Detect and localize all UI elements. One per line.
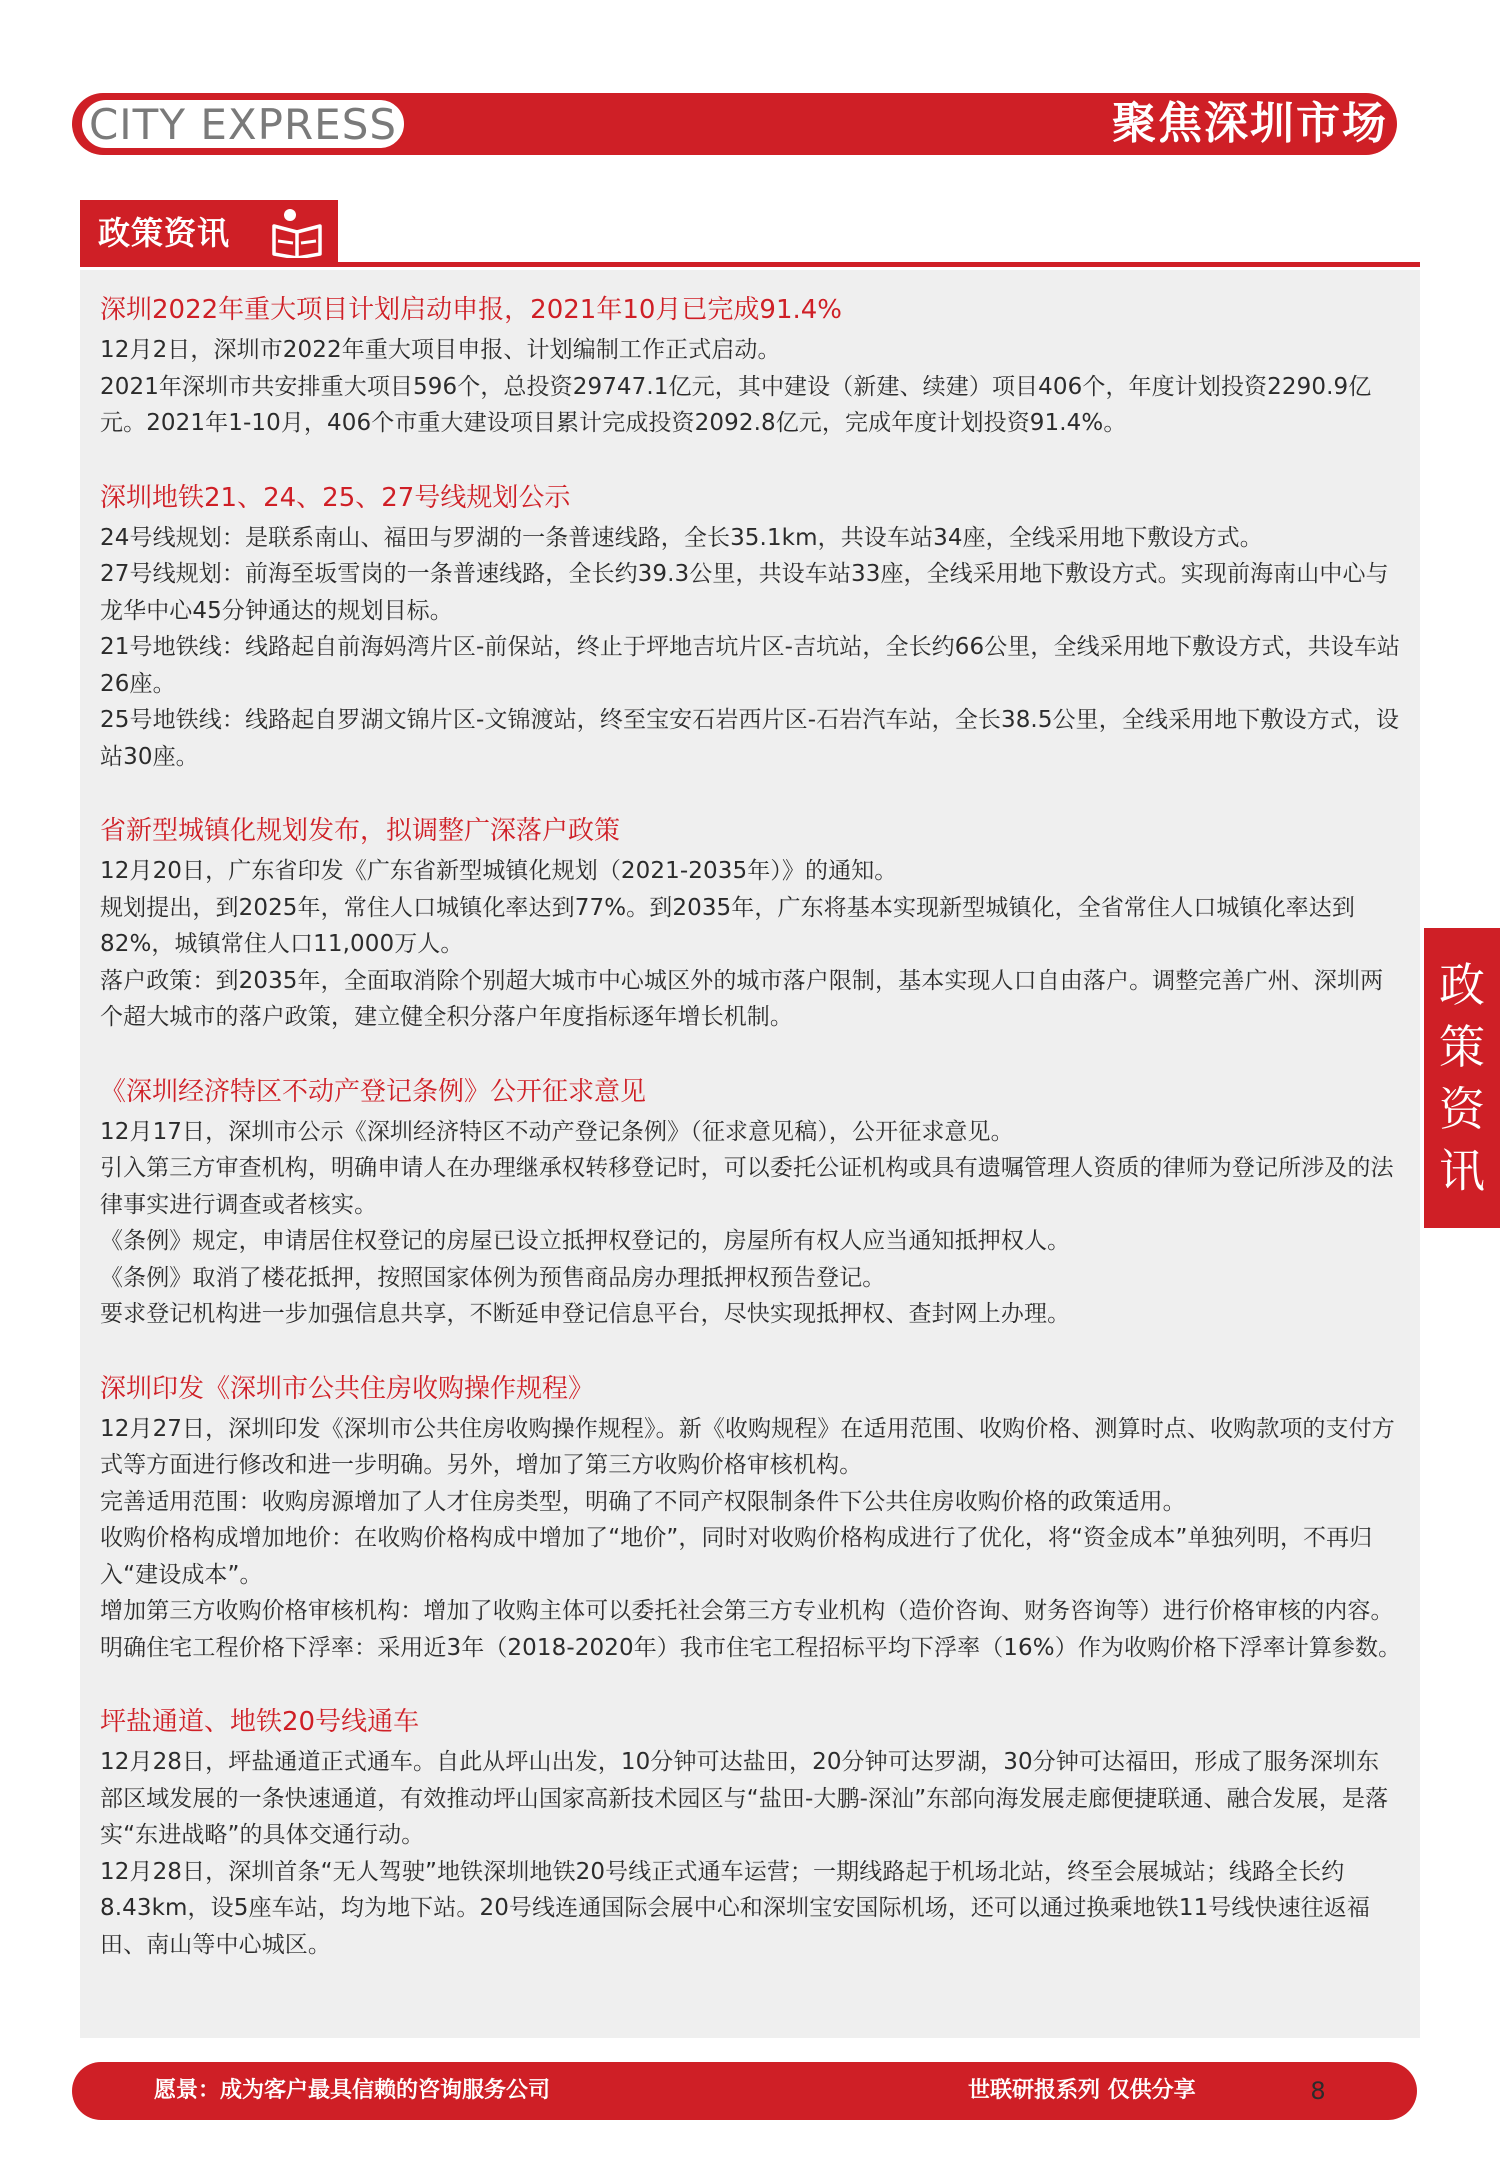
article-paragraph: 规划提出，到2025年，常住人口城镇化率达到77%。到2035年，广东将基本实现新型城镇化，全省常住人口城镇化率达到82%，城镇常住人口11,000万人。 — [100, 894, 1355, 957]
news-article — [100, 478, 1402, 776]
article-title: 深圳地铁21、24、25、27号线规划公示 — [100, 482, 571, 513]
footer-vision: 愿景：成为客户最具信赖的咨询服务公司 — [154, 2078, 551, 2103]
article-paragraph: 《条例》取消了楼花抵押，按照国家体例为预售商品房办理抵押权预告登记。 — [100, 1264, 886, 1291]
article-paragraph: 12月17日，深圳市公示《深圳经济特区不动产登记条例》（征求意见稿），公开征求意见。 — [100, 1118, 1014, 1145]
article-paragraph: 明确住宅工程价格下浮率：采用近3年（2018-2020年）我市住宅工程招标平均下浮率（16%）作为收购价格下浮率计算参数。 — [100, 1634, 1402, 1661]
news-panel — [80, 270, 1420, 2038]
article-paragraph: 25号地铁线：线路起自罗湖文锦片区-文锦渡站，终至宝安石岩西片区-石岩汽车站，全长38.5公里，全线采用地下敷设方式，设站30座。 — [100, 707, 1400, 770]
article-paragraph: 增加第三方收购价格审核机构：增加了收购主体可以委托社会第三方专业机构（造价咨询、财务咨询等）进行价格审核的内容。 — [100, 1598, 1394, 1624]
article-paragraph: 27号线规划：前海至坂雪岗的一条普速线路，全长约39.3公里，共设车站33座，全线采用地下敷设方式。实现前海南山中心与龙华中心45分钟通达的规划目标。 — [100, 561, 1389, 624]
article-paragraph: 12月20日，广东省印发《广东省新型城镇化规划（2021-2035年）》的通知。 — [100, 858, 898, 884]
side-section-tab — [1424, 928, 1500, 1228]
article-paragraph: 12月27日，深圳印发《深圳市公共住房收购操作规程》。新《收购规程》在适用范围、收购价格、测算时点、收购款项的支付方式等方面进行修改和进一步明确。另外，增加了第三方收购价格审核机构。 — [100, 1415, 1395, 1478]
footer-series: 世联研报系列 仅供分享 — [968, 2078, 1196, 2103]
brand-name: CITY EXPRESS — [88, 99, 398, 149]
news-article — [100, 811, 1402, 1036]
article-paragraph: 要求登记机构进一步加强信息共享，不断延申登记信息平台，尽快实现抵押权、查封网上办理。 — [100, 1301, 1071, 1327]
footer-bar — [72, 2062, 1417, 2120]
article-title: 坪盐通道、地铁20号线通车 — [100, 1707, 420, 1737]
article-title: 省新型城镇化规划发布，拟调整广深落户政策 — [100, 816, 621, 846]
header-title: 聚焦深圳市场 — [1112, 98, 1388, 149]
news-article — [100, 290, 1402, 442]
article-title: 深圳印发《深圳市公共住房收购操作规程》 — [100, 1373, 595, 1404]
article-paragraph: 21号地铁线：线路起自前海妈湾片区-前保站，终止于坪地吉坑片区-吉坑站，全长约66公里，全线采用地下敷设方式，共设车站26座。 — [100, 634, 1401, 697]
article-title: 《深圳经济特区不动产登记条例》公开征求意见 — [100, 1076, 647, 1107]
news-article — [100, 1369, 1402, 1667]
article-paragraph: 落户政策：到2035年，全面取消除个别超大城市中心城区外的城市落户限制，基本实现人口自由落户。调整完善广州、深圳两个超大城市的落户政策，建立健全积分落户年度指标逐年增长机制。 — [100, 967, 1384, 1030]
news-article — [100, 1072, 1402, 1333]
article-paragraph: 完善适用范围：收购房源增加了人才住房类型，明确了不同产权限制条件下公共住房收购价格的政策适用。 — [100, 1488, 1186, 1515]
side-tab-char: 讯 — [1439, 1144, 1485, 1198]
section-title: 政策资讯 — [98, 214, 231, 252]
article-title: 深圳2022年重大项目计划启动申报，2021年10月已完成91.4% — [100, 295, 843, 325]
section-tab — [80, 200, 338, 262]
article-paragraph: 收购价格构成增加地价：在收购价格构成中增加了“地价”，同时对收购价格构成进行了优化，将“资金成本”单独列明，不再归入“建设成本”。 — [100, 1525, 1373, 1588]
article-paragraph: 24号线规划：是联系南山、福田与罗湖的一条普速线路，全长35.1km，共设车站34座，全线采用地下敷设方式。 — [100, 524, 1263, 551]
book-reader-icon — [268, 206, 326, 258]
page-number: 8 — [1310, 2077, 1326, 2105]
brand-logo — [78, 96, 408, 152]
article-paragraph: 引入第三方审查机构，明确申请人在办理继承权转移登记时，可以委托公证机构或具有遗嘱管理人资质的律师为登记所涉及的法律事实进行调查或者核实。 — [100, 1155, 1394, 1218]
side-tab-char: 资 — [1439, 1082, 1485, 1136]
section-divider — [80, 262, 1420, 267]
article-paragraph: 2021年深圳市共安排重大项目596个，总投资29747.1亿元，其中建设（新建、续建）项目406个，年度计划投资2290.9亿元。2021年1-10月，406个市重大建设项目累计完成投资2092.8亿元，完成年度计划投资91.4%。 — [100, 373, 1372, 436]
article-paragraph: 12月2日，深圳市2022年重大项目申报、计划编制工作正式启动。 — [100, 337, 781, 363]
news-article — [100, 1702, 1402, 1963]
article-paragraph: 《条例》规定，申请居住权登记的房屋已设立抵押权登记的，房屋所有权人应当通知抵押权人。 — [100, 1228, 1071, 1254]
article-paragraph: 12月28日，坪盐通道正式通车。自此从坪山出发，10分钟可达盐田，20分钟可达罗湖，30分钟可达福田，形成了服务深圳东部区域发展的一条快速通道，有效推动坪山国家高新技术园区与“盐田-大鹏-深汕”东部向海发展走廊便捷联通、融合发展，是落实“东进战略”的具体交通行动。 — [100, 1749, 1389, 1848]
article-paragraph: 12月28日，深圳首条“无人驾驶”地铁深圳地铁20号线正式通车运营；一期线路起于机场北站，终至会展城站；线路全长约8.43km，设5座车站，均为地下站。20号线连通国际会展中心和深圳宝安国际机场，还可以通过换乘地铁11号线快速往返福田、南山等中心城区。 — [100, 1858, 1371, 1958]
side-tab-char: 策 — [1439, 1020, 1485, 1074]
side-tab-char: 政 — [1439, 958, 1485, 1012]
